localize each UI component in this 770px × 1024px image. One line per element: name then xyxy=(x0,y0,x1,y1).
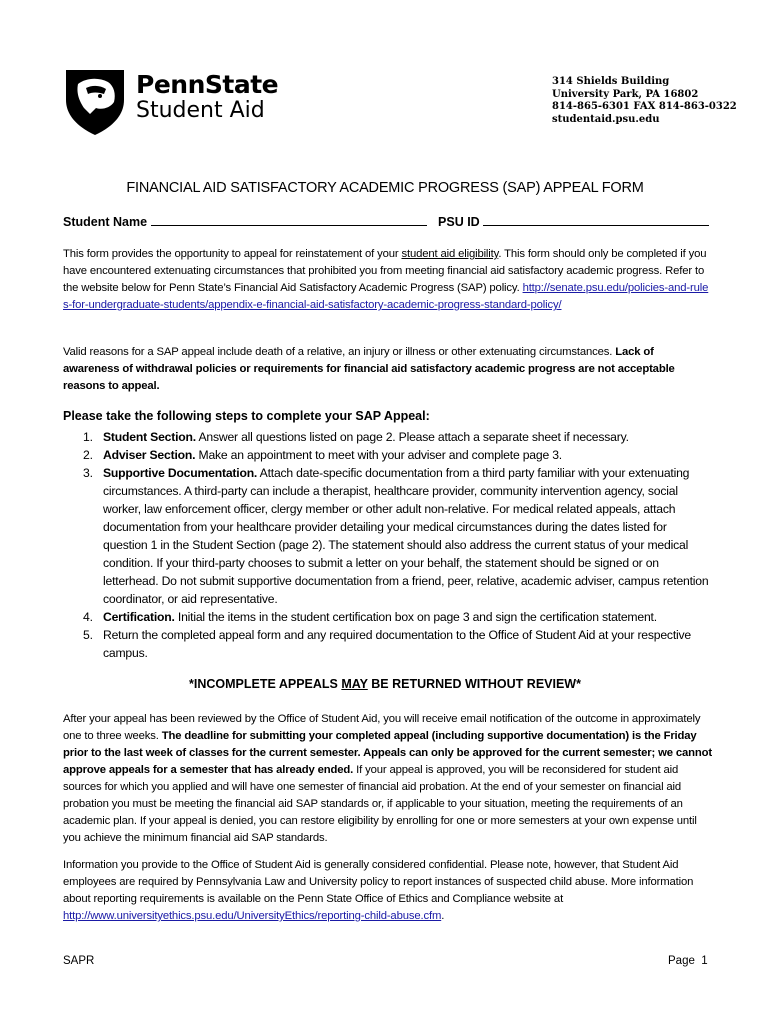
ethics-website-link[interactable]: http://www.universityethics.psu.edu/UniversityEthics/reporting-child-abuse.cfm xyxy=(63,910,442,922)
step-title: Student Section. xyxy=(103,430,196,444)
valid-reasons-paragraph xyxy=(63,344,713,395)
page-number xyxy=(668,955,708,967)
step-number: 3. xyxy=(83,466,93,480)
list-item xyxy=(63,626,713,662)
page-num: 1 xyxy=(701,955,708,967)
list-item xyxy=(63,446,713,464)
address-line: 314 Shields Building xyxy=(552,76,670,87)
psu-id-label: PSU ID xyxy=(438,215,480,229)
step-text: Make an appointment to meet with your adviser and complete page 3. xyxy=(195,448,562,462)
intro-text-cont: . This form should only be completed if you have encountered extenuating circumstances that prohibited you from meeting financial aid satisfactory academic progress. Refer to the website below for Penn State’s Financial Aid Satisfactory Academic Progress (SAP) policy. xyxy=(63,248,707,294)
brand-name: PennState xyxy=(136,70,279,99)
step-number: 1. xyxy=(83,430,93,444)
review-text-cont: If your appeal is approved, you will be reconsidered for student aid sources for which you applied and will have one semester of financial aid probation. At the end of your semester on financial aid probation you must be meeting the financial aid SAP standards or, if applicable to your situation, meeting the requirements of an academic plan. If your appeal is denied, you can restore eligibility by enrolling for one or more semesters at your own expense until you achieve the minimum financial aid SAP standards. xyxy=(63,764,697,844)
steps-list xyxy=(63,428,713,662)
incomplete-warning xyxy=(0,677,770,691)
review-paragraph xyxy=(63,711,713,847)
intro-text: This form provides the opportunity to appeal for reinstatement of your xyxy=(63,248,402,260)
step-text: Initial the items in the student certification box on page 3 and sign the certification statement. xyxy=(174,610,657,624)
penn-state-logo xyxy=(64,66,294,136)
warning-text-cont: BE RETURNED WITHOUT REVIEW* xyxy=(367,677,581,691)
confidentiality-paragraph xyxy=(63,857,713,925)
review-text: After your appeal has been reviewed by the Office of Student Aid, you will receive email notification of the outcome in approximately one to three weeks. xyxy=(63,713,701,742)
step-title: Certification. xyxy=(103,610,175,624)
office-address xyxy=(552,76,737,126)
confidentiality-text: Information you provide to the Office of Student Aid is generally considered confidential. Please note, however, that Student Aid employees are required by Pennsylvania Law and University policy to report instances of suspected child abuse. More information about reporting requirements is available on the Penn State Office of Ethics and Compliance website at xyxy=(63,859,694,905)
warning-underlined: MAY xyxy=(341,677,368,691)
form-code: SAPR xyxy=(63,955,95,967)
list-item xyxy=(63,428,713,446)
valid-reasons-text: Valid reasons for a SAP appeal include death of a relative, an injury or illness or other extenuating circumstances. xyxy=(63,346,616,358)
step-number: 2. xyxy=(83,448,93,462)
step-text: Answer all questions listed on page 2. Please attach a separate sheet if necessary. xyxy=(195,430,629,444)
list-item xyxy=(63,608,713,626)
page-label: Page xyxy=(668,955,695,967)
sap-policy-link[interactable]: http://senate.psu.edu/policies-and-rules-for-undergraduate-students/appendix-e-financial-aid-satisfactory-academic-progress-standard-policy/ xyxy=(63,282,709,311)
address-line: University Park, PA 16802 xyxy=(552,88,699,100)
step-number: 4. xyxy=(83,610,93,624)
student-info-fields xyxy=(63,213,709,229)
brand-subtitle: Student Aid xyxy=(136,98,265,123)
step-text: Attach date-specific documentation from a third party familiar with your extenuating circumstances. A third-party can include a therapist, healthcare provider, community intervention agency, social worker, law enforcement officer, clergy member or other adult non-relative. For medical related appeals, attach documentation from your healthcare provider detailing your medical circumstances during the dates listed for question 1 in the Student Section (page 2). The statement should also address the current status of your medical condition. If your third-party chooses to submit a letter on your behalf, the statement should be signed or on letterhead. Do not submit supportive documentation from a friend, peer, relative, academic adviser, campus retention coordinator, or aid representative. xyxy=(103,466,709,606)
intro-paragraph xyxy=(63,246,713,314)
confidentiality-period: . xyxy=(441,910,445,922)
step-title: Supportive Documentation. xyxy=(103,466,258,480)
student-name-field[interactable] xyxy=(151,213,427,226)
step-number: 5. xyxy=(83,628,93,642)
list-item xyxy=(63,464,713,608)
intro-underlined-text: student aid eligibility xyxy=(401,248,499,260)
address-phone: 814-865-6301 FAX 814-863-0322 xyxy=(552,101,737,112)
psu-id-field[interactable] xyxy=(483,213,709,226)
warning-text: *INCOMPLETE APPEALS xyxy=(189,677,342,691)
form-title: FINANCIAL AID SATISFACTORY ACADEMIC PROGRESS (SAP) APPEAL FORM xyxy=(126,180,644,196)
valid-reasons-bold: Lack of awareness of withdrawal policies or requirements for financial aid satisfactory academic progress are not acceptable reasons to appeal. xyxy=(63,346,675,392)
nittany-lion-shield-icon xyxy=(64,66,126,136)
deadline-bold-text: The deadline for submitting your completed appeal (including supportive documentation) is the Friday prior to the last week of classes for the current semester. Appeals can only be approved for the current semester; we cannot approve appeals for a semester that has already ended. xyxy=(63,730,712,776)
step-text: Return the completed appeal form and any required documentation to the Office of Student Aid at your respective campus. xyxy=(103,628,691,660)
student-name-label: Student Name xyxy=(63,215,148,229)
step-title: Adviser Section. xyxy=(103,448,196,462)
address-website: studentaid.psu.edu xyxy=(552,113,660,125)
steps-heading: Please take the following steps to complete your SAP Appeal: xyxy=(63,409,430,423)
